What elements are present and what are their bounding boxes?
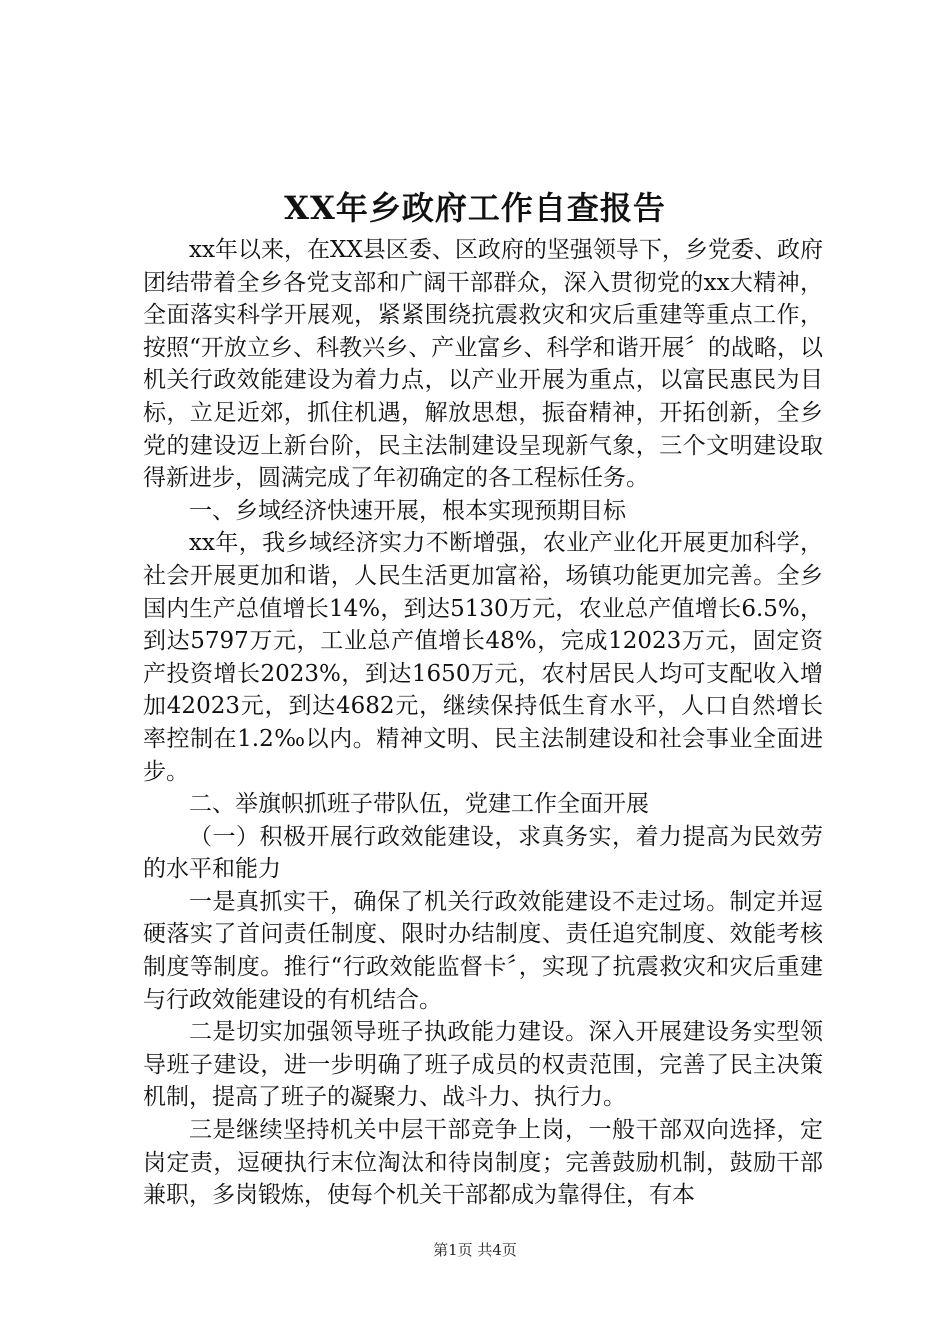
paragraph-intro: xx年以来，在XX县区委、区政府的坚强领导下，乡党委、政府团结带着全乡各党支部和广阔干部群众，深入贯彻党的xx大精神，全面落实科学开展观，紧紧围绕抗震救灾和灾后重建等重点工作，按照“开放立乡、科教兴乡、产业富乡、科学和谐开展〞的战略，以机关行政效能建设为着力点，以产业开展为重点，以富民惠民为目标，立足近郊，抓住机遇，解放思想，振奋精神，开拓创新，全乡党的建设迈上新台阶，民主法制建设呈现新气象，三个文明建设取得新进步，圆满完成了年初确定的各工程标任务。 — [143, 237, 823, 492]
paragraph-point-one: 一是真抓实干，确保了机关行政效能建设不走过场。制定并逗硬落实了首问责任制度、限时办结制度、责任追究制度、效能考核制度等制度。推行“行政效能监督卡〞，实现了抗震救灾和灾后重建与行政效能建设的有机结合。 — [143, 888, 823, 1013]
document-body — [143, 234, 823, 1212]
paragraph-economy: xx年，我乡域经济实力不断增强，农业产业化开展更加科学，社会开展更加和谐，人民生活更加富裕，场镇功能更加完善。全乡国内生产总值增长14%，到达5130万元，农业总产值增长6.5%，到达5797万元，工业总产值增长48%，完成12023万元，固定资产投资增长2023%，到达1650万元，农村居民人均可支配收入增加42023元，到达4682元，继续保持低生育水平，人口自然增长率控制在1.2‰以内。精神文明、民主法制建设和社会事业全面进步。 — [143, 530, 823, 785]
document-title: XX年乡政府工作自查报告 — [284, 189, 666, 227]
section-heading-economy: 一、乡域经济快速开展，根本实现预期目标 — [189, 497, 626, 524]
section-heading-party-building: 二、举旗帜抓班子带队伍，党建工作全面开展 — [189, 791, 649, 818]
subsection-heading-efficiency: （一）积极开展行政效能建设，求真务实，着力提高为民效劳的水平和能力 — [143, 823, 823, 883]
paragraph-point-three: 三是继续坚持机关中层干部竞争上岗，一般干部双向选择，定岗定责，逗硬执行末位淘汰和待岗制度；完善鼓励机制，鼓励干部兼职，多岗锻炼，使每个机关干部都成为靠得住，有本 — [143, 1117, 823, 1209]
paragraph-point-two: 二是切实加强领导班子执政能力建设。深入开展建设务实型领导班子建设，进一步明确了班子成员的权责范围，完善了民主决策机制，提高了班子的凝聚力、战斗力、执行力。 — [143, 1019, 823, 1111]
page-footer: 第1页 共4页 — [433, 1241, 517, 1259]
